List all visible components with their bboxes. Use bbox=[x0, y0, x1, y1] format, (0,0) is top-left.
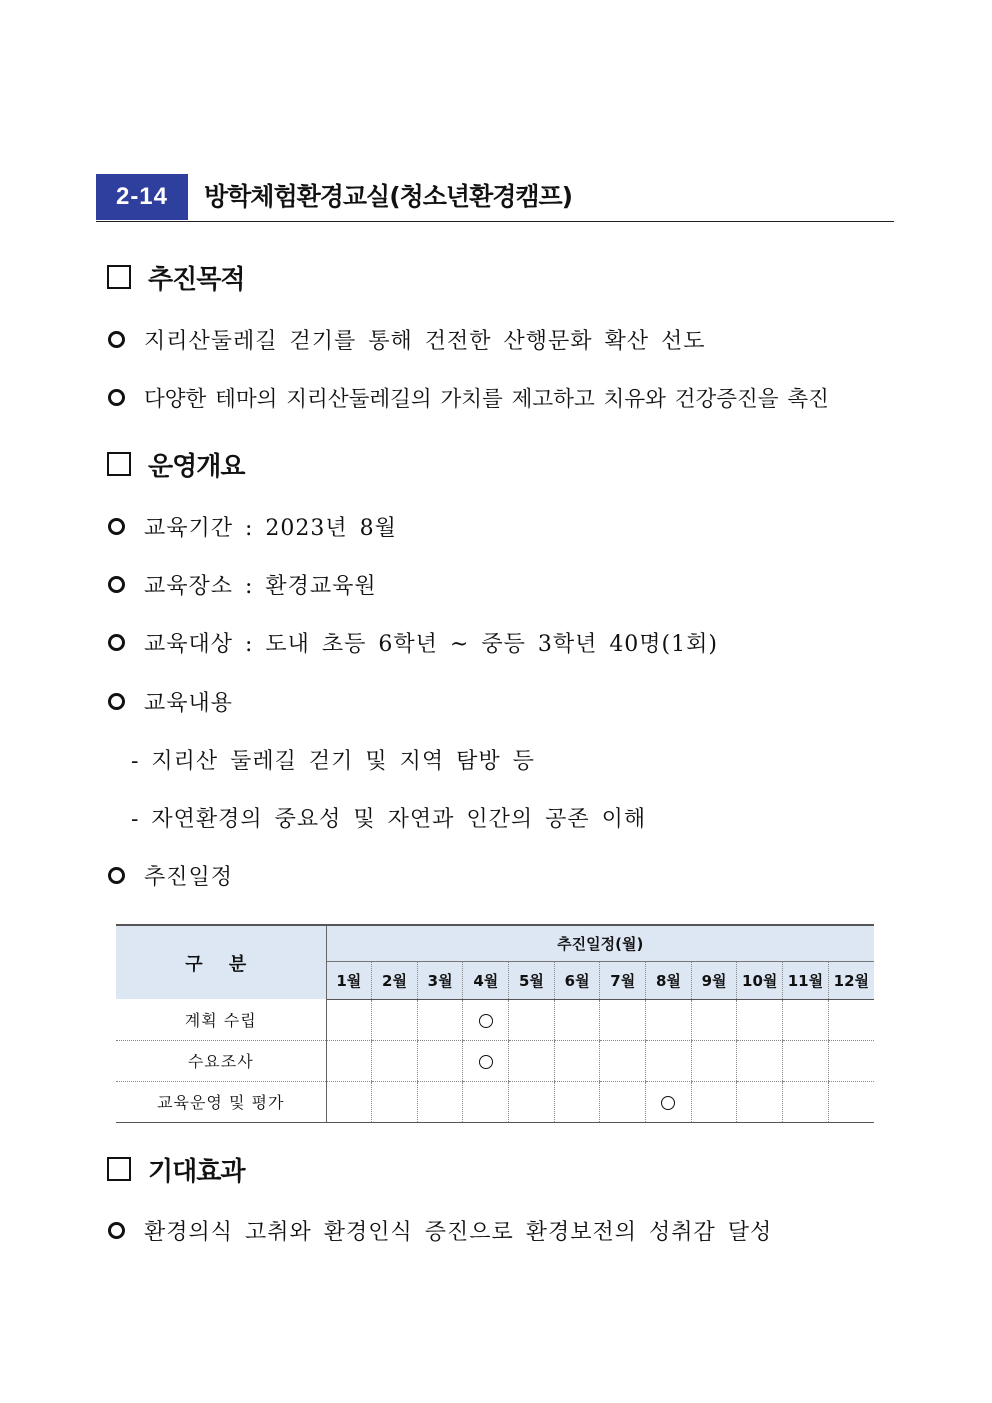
schedule-cell bbox=[783, 1081, 829, 1122]
circle-bullet-icon bbox=[108, 1222, 125, 1239]
month-header: 4월 bbox=[463, 961, 509, 999]
circle-mark-icon bbox=[661, 1096, 675, 1110]
circle-mark-icon bbox=[479, 1014, 493, 1028]
month-header: 12월 bbox=[828, 961, 874, 999]
schedule-cell bbox=[828, 1040, 874, 1081]
section-title-bar bbox=[96, 174, 894, 222]
month-header: 5월 bbox=[509, 961, 555, 999]
schedule-cell bbox=[417, 1081, 463, 1122]
schedule-cell bbox=[463, 999, 509, 1040]
table-row bbox=[116, 999, 874, 1040]
month-header: 3월 bbox=[417, 961, 463, 999]
month-header: 8월 bbox=[646, 961, 692, 999]
circle-bullet-icon bbox=[108, 518, 125, 535]
month-header: 11월 bbox=[783, 961, 829, 999]
schedule-cell bbox=[737, 999, 783, 1040]
header-category: 구 분 bbox=[116, 925, 326, 999]
circle-bullet-icon bbox=[108, 331, 125, 348]
header-schedule: 추진일정(월) bbox=[326, 925, 874, 961]
heading-purpose bbox=[107, 260, 244, 294]
table-row bbox=[116, 1081, 874, 1122]
bullet-text: 교육장소 : 환경교육원 bbox=[144, 573, 377, 599]
overview-bullet-1 bbox=[108, 509, 397, 543]
schedule-cell bbox=[509, 1081, 555, 1122]
schedule-cell bbox=[554, 1040, 600, 1081]
schedule-cell bbox=[554, 1081, 600, 1122]
content-item-1: - 지리산 둘레길 걷기 및 지역 탐방 등 bbox=[131, 748, 535, 774]
purpose-bullet-1 bbox=[108, 322, 706, 356]
checkbox-square-icon bbox=[107, 265, 131, 289]
overview-bullet-4 bbox=[108, 684, 233, 718]
circle-bullet-icon bbox=[108, 693, 125, 710]
schedule-cell bbox=[463, 1081, 509, 1122]
schedule-cell bbox=[737, 1081, 783, 1122]
bullet-text: 환경의식 고취와 환경인식 증진으로 환경보전의 성취감 달성 bbox=[144, 1219, 773, 1245]
schedule-cell bbox=[417, 1040, 463, 1081]
schedule-cell bbox=[691, 1081, 737, 1122]
schedule-cell bbox=[600, 1040, 646, 1081]
schedule-cell bbox=[509, 1040, 555, 1081]
schedule-cell bbox=[600, 999, 646, 1040]
section-title: 방학체험환경교실(청소년환경캠프) bbox=[204, 182, 573, 211]
checkbox-square-icon bbox=[107, 1157, 131, 1181]
circle-bullet-icon bbox=[108, 867, 125, 884]
month-header: 2월 bbox=[372, 961, 418, 999]
month-header: 10월 bbox=[737, 961, 783, 999]
section-number-badge: 2-14 bbox=[96, 174, 188, 220]
schedule-cell bbox=[463, 1040, 509, 1081]
circle-bullet-icon bbox=[108, 576, 125, 593]
heading-overview bbox=[107, 447, 244, 481]
schedule-cell bbox=[691, 999, 737, 1040]
schedule-cell bbox=[691, 1040, 737, 1081]
bullet-text: 다양한 테마의 지리산둘레길의 가치를 제고하고 치유와 건강증진을 촉진 bbox=[144, 386, 829, 412]
schedule-cell bbox=[417, 999, 463, 1040]
schedule-cell bbox=[828, 1081, 874, 1122]
heading-purpose-text: 추진목적 bbox=[148, 264, 245, 295]
purpose-bullet-2 bbox=[108, 380, 829, 414]
schedule-cell bbox=[326, 999, 372, 1040]
schedule-table-body bbox=[116, 999, 874, 1122]
schedule-cell bbox=[646, 1040, 692, 1081]
schedule-cell bbox=[372, 1081, 418, 1122]
row-label: 계획 수립 bbox=[116, 999, 326, 1040]
table-row bbox=[116, 1040, 874, 1081]
bullet-text: 추진일정 bbox=[144, 864, 234, 890]
bullet-text: 교육내용 bbox=[144, 690, 234, 716]
circle-bullet-icon bbox=[108, 634, 125, 651]
row-label: 교육운영 및 평가 bbox=[116, 1081, 326, 1122]
schedule-cell bbox=[828, 999, 874, 1040]
circle-bullet-icon bbox=[108, 389, 125, 406]
schedule-table bbox=[116, 924, 874, 1123]
schedule-cell bbox=[737, 1040, 783, 1081]
schedule-cell bbox=[646, 1081, 692, 1122]
overview-bullet-3 bbox=[108, 625, 718, 659]
month-header: 6월 bbox=[554, 961, 600, 999]
month-header: 1월 bbox=[326, 961, 372, 999]
bullet-text: 지리산둘레길 걷기를 통해 건전한 산행문화 확산 선도 bbox=[144, 328, 706, 354]
schedule-cell bbox=[783, 999, 829, 1040]
row-label: 수요조사 bbox=[116, 1040, 326, 1081]
schedule-cell bbox=[372, 999, 418, 1040]
bullet-text: 교육기간 : 2023년 8월 bbox=[144, 515, 397, 541]
schedule-cell bbox=[783, 1040, 829, 1081]
month-header: 9월 bbox=[691, 961, 737, 999]
schedule-cell bbox=[326, 1081, 372, 1122]
checkbox-square-icon bbox=[107, 452, 131, 476]
schedule-cell bbox=[372, 1040, 418, 1081]
bullet-text: 교육대상 : 도내 초등 6학년 ~ 중등 3학년 40명(1회) bbox=[144, 631, 718, 657]
schedule-cell bbox=[600, 1081, 646, 1122]
schedule-cell bbox=[554, 999, 600, 1040]
schedule-cell bbox=[509, 999, 555, 1040]
schedule-cell bbox=[646, 999, 692, 1040]
effect-bullet-1 bbox=[108, 1213, 772, 1247]
content-item-2: - 자연환경의 중요성 및 자연과 인간의 공존 이해 bbox=[131, 806, 647, 832]
overview-bullet-2 bbox=[108, 567, 377, 601]
heading-overview-text: 운영개요 bbox=[148, 451, 245, 482]
circle-mark-icon bbox=[479, 1055, 493, 1069]
overview-schedule-bullet bbox=[108, 858, 233, 892]
table-header-row bbox=[116, 925, 874, 961]
month-header: 7월 bbox=[600, 961, 646, 999]
heading-effect-text: 기대효과 bbox=[148, 1156, 245, 1187]
schedule-cell bbox=[326, 1040, 372, 1081]
heading-effect bbox=[107, 1152, 244, 1186]
